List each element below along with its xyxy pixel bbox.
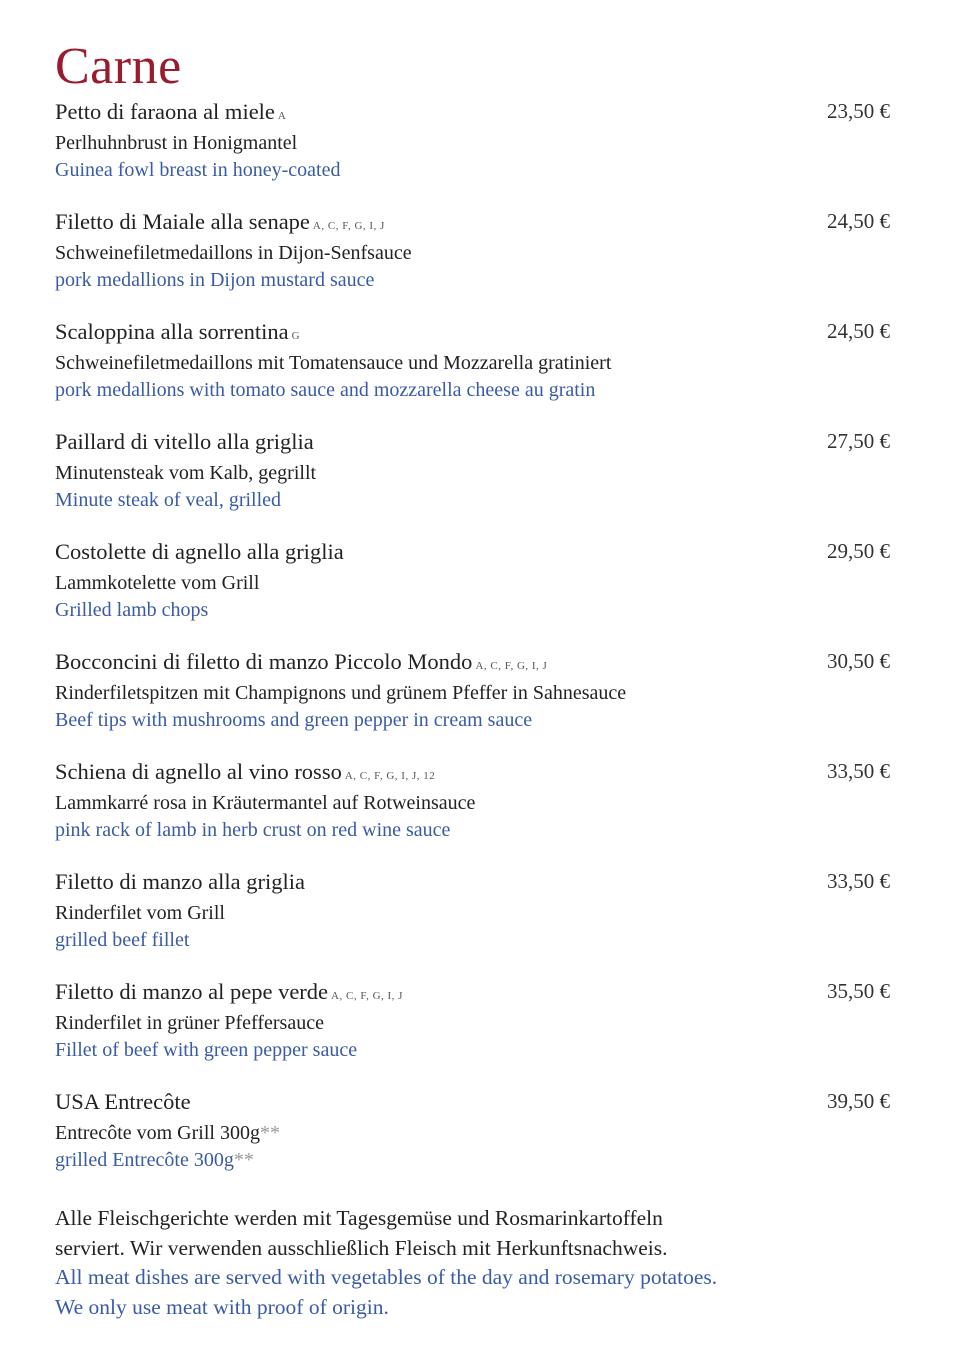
allergen-codes: A, C, F, G, I, J, 12 bbox=[344, 770, 436, 782]
dish-english: pork medallions in Dijon mustard sauce bbox=[55, 269, 375, 291]
dish-name: Schiena di agnello al vino rosso bbox=[55, 759, 342, 784]
menu-item bbox=[55, 428, 890, 538]
allergen-codes: A, C, F, G, I, J bbox=[312, 220, 385, 232]
dish-price: 24,50 € bbox=[827, 319, 890, 343]
dish-german: Schweinefiletmedaillons mit Tomatensauce und Mozzarella gratiniert bbox=[55, 352, 612, 374]
dish-name: Filetto di manzo al pepe verde bbox=[55, 979, 329, 1004]
dish-english: Fillet of beef with green pepper sauce bbox=[55, 1039, 358, 1061]
dish-german: Lammkarré rosa in Kräutermantel auf Rotweinsauce bbox=[55, 792, 476, 814]
dish-price: 27,50 € bbox=[827, 429, 890, 453]
dish-name: Paillard di vitello alla griglia bbox=[55, 429, 314, 454]
menu-item bbox=[55, 978, 890, 1088]
dish-name: USA Entrecôte bbox=[55, 1089, 191, 1114]
menu-item bbox=[55, 538, 890, 648]
dish-english: pink rack of lamb in herb crust on red wine sauce bbox=[55, 819, 451, 841]
dish-german: Rinderfilet in grüner Pfeffersauce bbox=[55, 1012, 324, 1034]
dish-name: Filetto di manzo alla griglia bbox=[55, 869, 305, 894]
dish-price: 30,50 € bbox=[827, 649, 890, 673]
dish-german: Lammkotelette vom Grill bbox=[55, 572, 260, 594]
footer-german-line: Alle Fleischgerichte werden mit Tagesgemüse und Rosmarinkartoffeln bbox=[55, 1206, 663, 1230]
dish-english: Beef tips with mushrooms and green pepper in cream sauce bbox=[55, 709, 533, 731]
dish-german: Schweinefiletmedaillons in Dijon-Senfsauce bbox=[55, 242, 412, 264]
dish-name: Filetto di Maiale alla senape bbox=[55, 209, 310, 234]
allergen-codes: A bbox=[277, 110, 287, 122]
dish-english: Minute steak of veal, grilled bbox=[55, 489, 282, 511]
dish-german: Minutensteak vom Kalb, gegrillt bbox=[55, 462, 317, 484]
dish-name: Bocconcini di filetto di manzo Piccolo Mondo bbox=[55, 649, 473, 674]
dish-name: Scaloppina alla sorrentina bbox=[55, 319, 289, 344]
dish-german: Entrecôte vom Grill 300g bbox=[55, 1122, 260, 1144]
dish-english: Grilled lamb chops bbox=[55, 599, 209, 621]
menu-footer-note bbox=[55, 1204, 890, 1322]
dish-name: Petto di faraona al miele bbox=[55, 99, 275, 124]
footnote-mark: ** bbox=[233, 1149, 254, 1171]
menu-item bbox=[55, 318, 890, 428]
menu-item bbox=[55, 1088, 890, 1198]
section-title: Carne bbox=[55, 38, 182, 95]
menu-item bbox=[55, 648, 890, 758]
dish-english: Guinea fowl breast in honey-coated bbox=[55, 159, 341, 181]
menu-item bbox=[55, 98, 890, 208]
dish-price: 23,50 € bbox=[827, 99, 890, 123]
dish-german: Rinderfiletspitzen mit Champignons und grünem Pfeffer in Sahnesauce bbox=[55, 682, 627, 704]
dish-price: 39,50 € bbox=[827, 1089, 890, 1113]
allergen-codes: A, C, F, G, I, J bbox=[331, 990, 403, 1002]
dish-price: 24,50 € bbox=[827, 209, 890, 233]
dish-english: grilled Entrecôte 300g bbox=[55, 1149, 234, 1171]
footer-english-line: All meat dishes are served with vegetables of the day and rosemary potatoes. bbox=[55, 1265, 718, 1289]
menu-item bbox=[55, 208, 890, 318]
dish-german: Perlhuhnbrust in Honigmantel bbox=[55, 132, 298, 154]
dish-price: 35,50 € bbox=[827, 979, 890, 1003]
dish-english: grilled beef fillet bbox=[55, 929, 190, 951]
menu-item bbox=[55, 868, 890, 978]
footer-german-line: serviert. Wir verwenden ausschließlich Fleisch mit Herkunftsnachweis. bbox=[55, 1235, 668, 1260]
menu-page bbox=[55, 38, 890, 1322]
dish-english: pork medallions with tomato sauce and mozzarella cheese au gratin bbox=[55, 379, 596, 401]
dish-price: 33,50 € bbox=[827, 759, 890, 783]
allergen-codes: A, C, F, G, I, J bbox=[475, 660, 548, 672]
dish-price: 33,50 € bbox=[827, 869, 890, 893]
footer-english-line: We only use meat with proof of origin. bbox=[55, 1294, 389, 1319]
menu-item bbox=[55, 758, 890, 868]
dish-german: Rinderfilet vom Grill bbox=[55, 902, 225, 924]
dish-name: Costolette di agnello alla griglia bbox=[55, 539, 344, 564]
allergen-codes: G bbox=[291, 330, 301, 342]
footnote-mark: ** bbox=[259, 1122, 280, 1144]
dish-price: 29,50 € bbox=[827, 539, 890, 563]
